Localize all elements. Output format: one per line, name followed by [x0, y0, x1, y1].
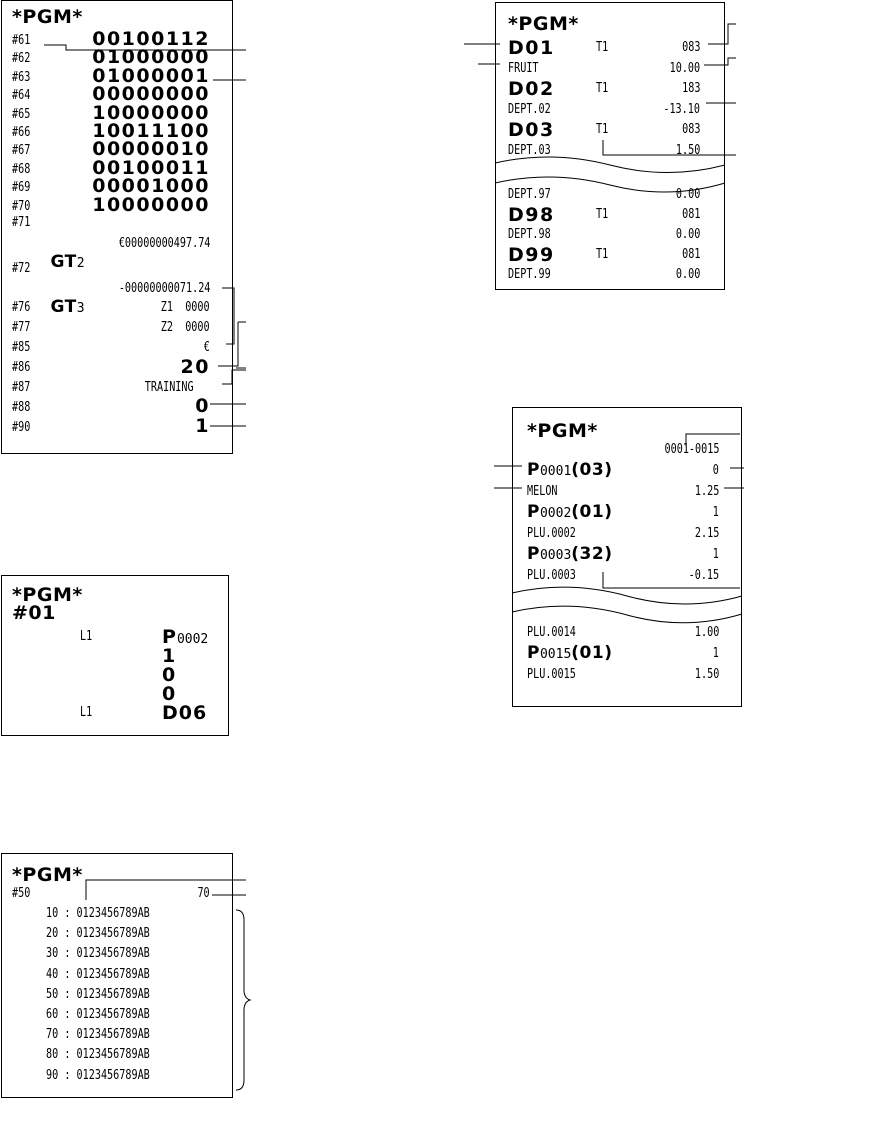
- row-value: 10000000: [92, 193, 210, 216]
- gt3-number: 3: [76, 301, 85, 316]
- text-line: 80 : 0123456789AB: [46, 1047, 150, 1063]
- plu-dept: (32): [571, 544, 613, 564]
- dept-code: D02: [508, 78, 555, 100]
- text-line: 90 : 0123456789AB: [46, 1067, 150, 1083]
- gt2-text: GT: [50, 252, 77, 272]
- plu-name: PLU.0002: [527, 526, 576, 541]
- dept-value: 10.00: [669, 60, 700, 76]
- plu-p: P: [527, 544, 540, 564]
- dept-code: D98: [508, 204, 555, 226]
- row-71-label: #71: [12, 215, 31, 230]
- row-85-label: #85: [12, 340, 31, 355]
- text-line: 50 : 0123456789AB: [46, 986, 150, 1002]
- plu-range: 0001-0015: [664, 442, 719, 457]
- plu-name: PLU.0014: [527, 625, 576, 640]
- dept-code: D99: [508, 244, 555, 266]
- row-value: 01000001: [92, 64, 210, 87]
- row-88-value: 0: [195, 395, 210, 417]
- dept-value: 081: [681, 207, 700, 222]
- row-label: #61: [12, 33, 31, 48]
- row-87-value: TRAINING: [145, 380, 194, 395]
- row-76-label: #76: [12, 300, 31, 315]
- pgm-header: *PGM*: [508, 13, 579, 35]
- tax-status: T1: [596, 207, 609, 222]
- dept-value: 183: [681, 81, 700, 96]
- row-label: #68: [12, 161, 31, 177]
- pgm-header: *PGM*: [12, 864, 83, 886]
- row-label: #62: [12, 51, 31, 67]
- row-value: 00000010: [92, 138, 210, 161]
- row-value: 10011100: [92, 120, 210, 142]
- plu-value: 1: [712, 547, 719, 562]
- row-88-label: #88: [12, 400, 31, 415]
- plu-value: 1.25: [694, 484, 719, 499]
- pgm-header: *PGM*: [12, 584, 83, 606]
- gt2-value: €00000000497.74: [118, 236, 210, 251]
- row-50-label: #50: [12, 886, 31, 901]
- dept-name: DEPT.97: [508, 187, 551, 202]
- plu-dept: (01): [571, 643, 613, 663]
- text-line: 20 : 0123456789AB: [46, 926, 150, 942]
- tax-status: T1: [596, 247, 609, 262]
- row-85-value: €: [203, 340, 210, 355]
- pgm-header: *PGM*: [527, 420, 598, 442]
- row-50-value: 70: [197, 886, 210, 901]
- dept-value: 083: [681, 122, 700, 137]
- row-label: #67: [12, 143, 31, 159]
- row-86-label: #86: [12, 360, 31, 375]
- plu-number: 0015: [539, 647, 572, 662]
- plu-number: 0001: [539, 464, 572, 479]
- dept-value: 0.00: [675, 227, 700, 242]
- dept-value: 0.00: [675, 267, 700, 282]
- plu-dept: (03): [571, 460, 613, 480]
- row-77-value: Z2 0000: [161, 320, 210, 335]
- dept-code: D01: [508, 37, 555, 59]
- plu-value: 1: [712, 646, 719, 661]
- text-line: 70 : 0123456789AB: [46, 1027, 150, 1043]
- text-line: 40 : 0123456789AB: [46, 966, 150, 982]
- value-big: 0: [162, 683, 177, 705]
- dept-value: 1.50: [675, 142, 700, 158]
- row-76-value: Z1 0000: [161, 300, 210, 315]
- plu-name: MELON: [527, 484, 558, 499]
- plu-value: 2.15: [694, 526, 719, 541]
- plu-p: P: [527, 460, 540, 480]
- row-label: #64: [12, 88, 31, 104]
- row-value: 01000000: [92, 46, 210, 69]
- pgm-header: *PGM*: [12, 6, 83, 28]
- plu-name: PLU.0003: [527, 568, 576, 583]
- dept-name: DEPT.99: [508, 267, 551, 282]
- value-big: P: [162, 626, 177, 648]
- gt2-number: 2: [76, 256, 85, 271]
- dept-value: 081: [681, 247, 700, 262]
- dept-value: 083: [681, 40, 700, 55]
- dept-value: 0.00: [675, 187, 700, 202]
- gt3-value: -00000000071.24: [118, 281, 210, 296]
- tax-status: T1: [596, 122, 609, 137]
- row-77-label: #77: [12, 320, 31, 335]
- dept-name: FRUIT: [508, 60, 539, 76]
- dept-code: D03: [508, 119, 555, 141]
- row-label: #65: [12, 106, 31, 122]
- plu-value: 1.50: [694, 667, 719, 682]
- row-87-label: #87: [12, 380, 31, 395]
- row-72-label: #72: [12, 261, 31, 276]
- row-value: 00000000: [92, 83, 210, 106]
- row-value: 00001000: [92, 175, 210, 198]
- text-line: 30 : 0123456789AB: [46, 946, 150, 962]
- plu-value: 1.00: [694, 625, 719, 640]
- value-big: D06: [162, 702, 208, 724]
- tax-status: T1: [596, 40, 609, 55]
- row-90-label: #90: [12, 420, 31, 435]
- plu-value: 0: [712, 463, 719, 478]
- row-label: #70: [12, 198, 31, 214]
- row-label: #69: [12, 180, 31, 196]
- dept-name: DEPT.98: [508, 227, 551, 242]
- value-big: 1: [162, 645, 177, 667]
- tax-status: T1: [596, 81, 609, 96]
- text-line: 10 : 0123456789AB: [46, 906, 150, 921]
- dept-value: -13.10: [663, 101, 700, 117]
- line-label: L1: [80, 629, 93, 644]
- gt3-text: GT: [50, 297, 77, 317]
- value-big: 0: [162, 664, 177, 686]
- text-line: 60 : 0123456789AB: [46, 1007, 150, 1022]
- plu-dept: (01): [571, 502, 613, 522]
- row-label: #63: [12, 69, 31, 85]
- row-value: 00100011: [92, 156, 210, 179]
- dept-name: DEPT.02: [508, 101, 551, 117]
- plu-value: -0.15: [688, 568, 719, 583]
- value-small: 0002: [176, 632, 209, 647]
- dept-name: DEPT.03: [508, 142, 551, 158]
- program-number: #01: [12, 602, 56, 624]
- row-value: 00100112: [92, 28, 210, 50]
- row-90-value: 1: [195, 415, 210, 437]
- line-label: L1: [80, 705, 93, 720]
- plu-p: P: [527, 502, 540, 522]
- row-value: 10000000: [92, 101, 210, 124]
- plu-name: PLU.0015: [527, 667, 576, 682]
- plu-number: 0002: [539, 506, 572, 521]
- plu-p: P: [527, 643, 540, 663]
- plu-value: 1: [712, 505, 719, 520]
- row-86-value: 20: [180, 356, 210, 378]
- plu-number: 0003: [539, 548, 572, 563]
- row-label: #66: [12, 125, 31, 140]
